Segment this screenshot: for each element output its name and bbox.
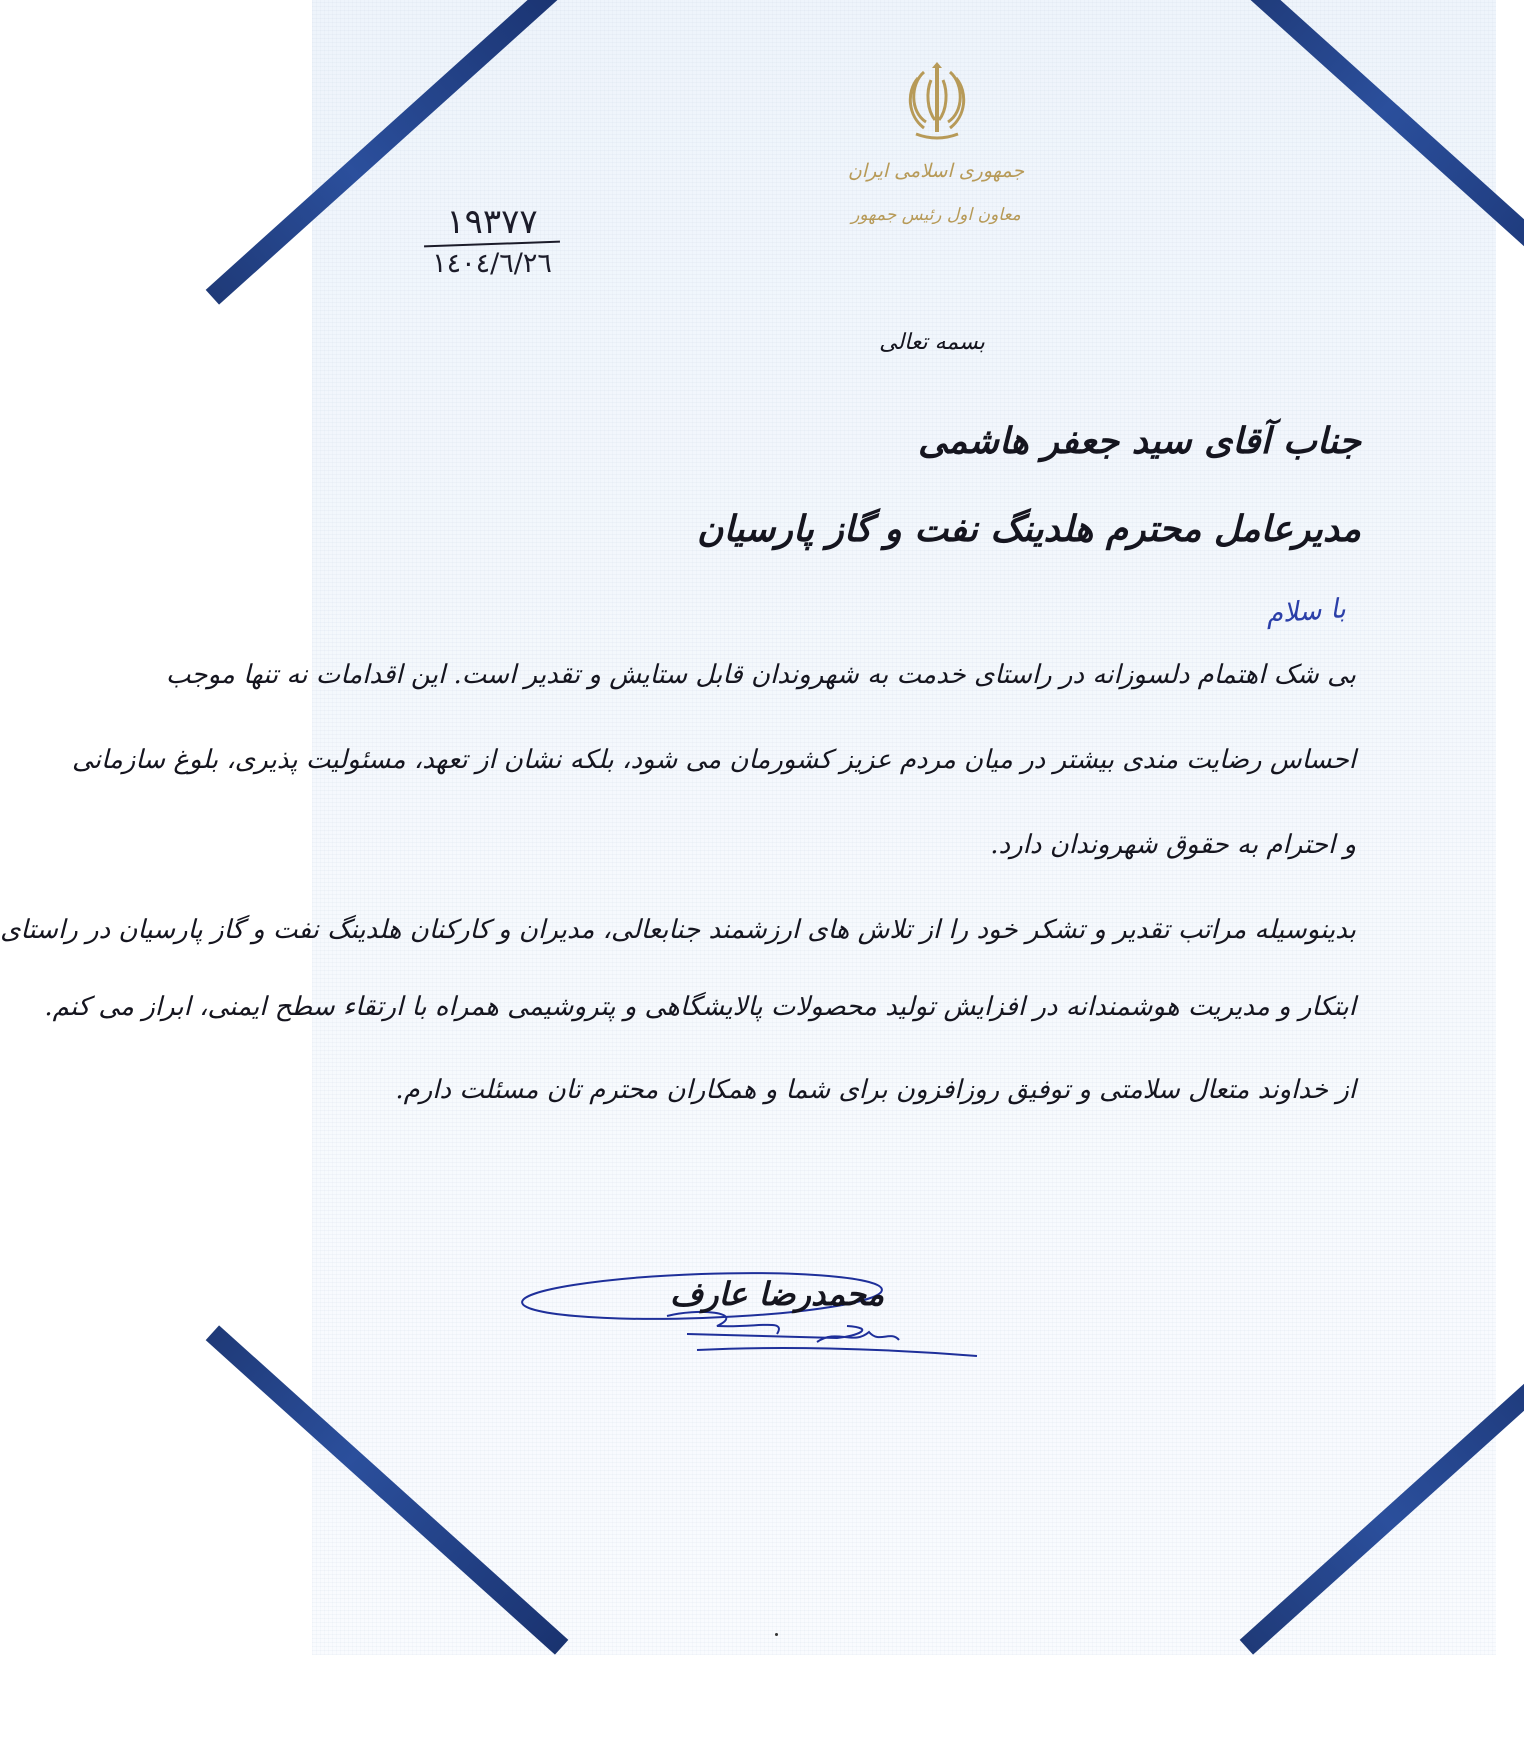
addressee-name: جناب آقای سید جعفر هاشمی <box>917 420 1361 462</box>
greeting: با سلام <box>1265 593 1347 630</box>
iran-emblem-icon <box>902 60 972 148</box>
government-title: جمهوری اسلامی ایران <box>847 160 1025 182</box>
body-line: بی شک اهتمام دلسوزانه در راستای خدمت به شهروندان قابل ستایش و تقدیر است. این اقدامات نه تنها موجب <box>165 660 1356 690</box>
office-title: معاون اول رئیس جمهور <box>851 205 1021 225</box>
body-line: بدینوسیله مراتب تقدیر و تشکر خود را از تلاش های ارزشمند جنابعالی، مدیران و کارکنان هلدینگ نفت و گاز پارسیان در راستای <box>0 915 1356 945</box>
body-line: و احترام به حقوق شهروندان دارد. <box>990 830 1356 860</box>
scan-speck <box>775 1633 778 1636</box>
ribbon-bottom-left <box>206 1325 569 1654</box>
letter-number: ١٩٣٧٧ <box>446 202 538 242</box>
ribbon-top-right <box>1240 0 1524 305</box>
basmala: بسمه تعالی <box>879 330 985 355</box>
body-line: احساس رضایت مندی بیشتر در میان مردم عزیز کشورمان می شود، بلکه نشان از تعهد، مسئولیت پذیری، بلوغ سازمانی <box>72 745 1356 775</box>
addressee-title: مدیرعامل محترم هلدینگ نفت و گاز پارسیان <box>697 508 1361 550</box>
letter-date: ١٤٠٤/٦/٢٦ <box>432 248 552 279</box>
ribbon-bottom-right <box>1240 1325 1524 1654</box>
body-line: ابتکار و مدیریت هوشمندانه در افزایش تولید محصولات پالایشگاهی و پتروشیمی همراه با ارتقاء سطح ایمنی، ابراز می کنم. <box>44 992 1356 1022</box>
signer-name: محمدرضا عارف <box>670 1275 885 1313</box>
body-line: از خداوند متعال سلامتی و توفیق روزافزون برای شما و همکاران محترم تان مسئلت دارم. <box>395 1075 1356 1105</box>
